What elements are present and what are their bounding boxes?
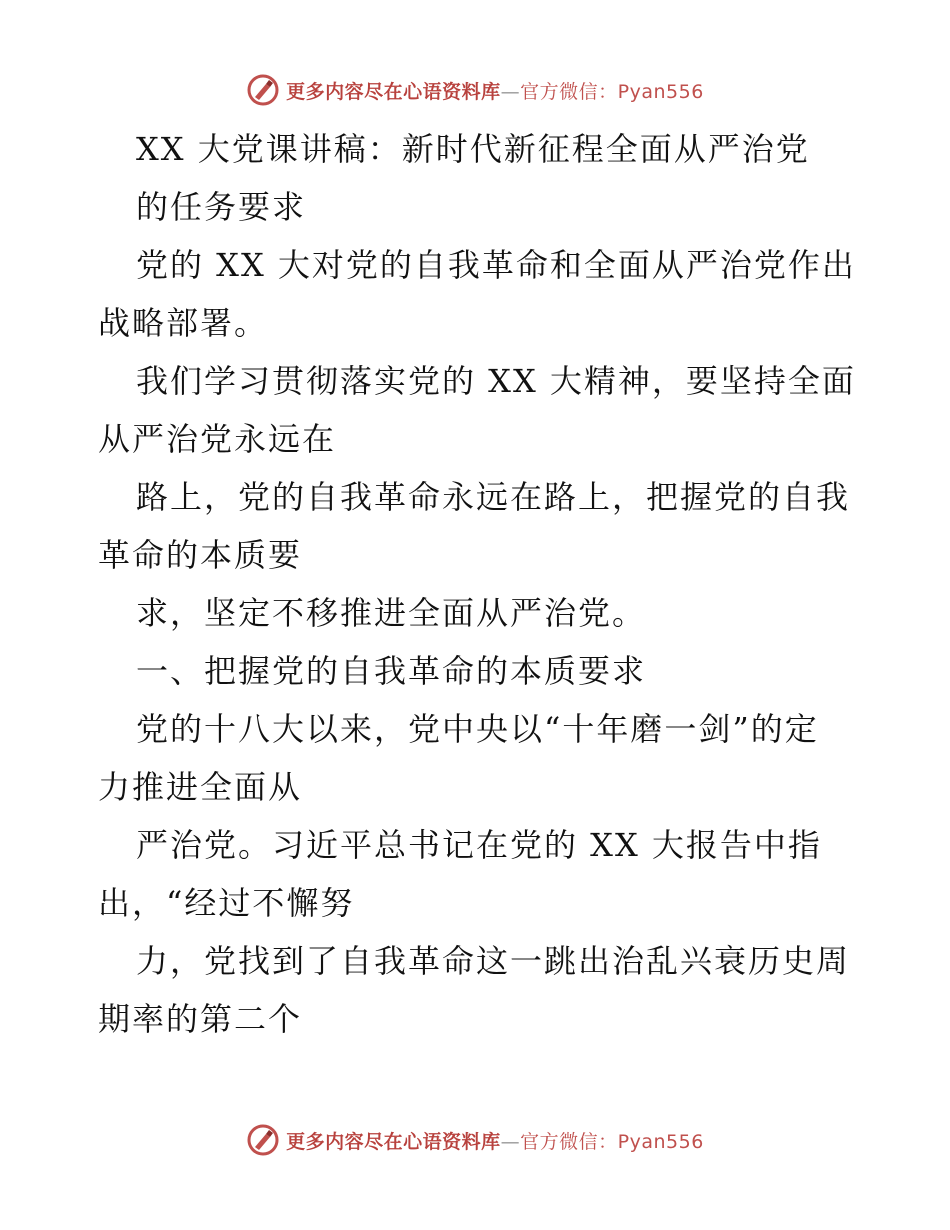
text-line: 革命的本质要 — [98, 536, 303, 574]
text-line: 党的 XX 大对党的自我革命和全面从严治党作出 — [136, 246, 856, 284]
watermark-separator: — — [500, 1130, 521, 1153]
watermark-main: 更多内容尽在心语资料库 — [286, 1130, 501, 1153]
pen-logo-icon — [246, 73, 280, 107]
watermark-contact: 官方微信：Pyan556 — [520, 1130, 704, 1153]
watermark-main: 更多内容尽在心语资料库 — [286, 80, 501, 103]
text-line: 力推进全面从 — [98, 768, 303, 806]
document-body — [98, 120, 858, 1048]
text-line: 党的十八大以来，党中央以“十年磨一剑”的定 — [136, 710, 819, 748]
watermark-text — [286, 1127, 704, 1154]
text-line: 力，党找到了自我革命这一跳出治乱兴衰历史周 — [136, 942, 851, 980]
watermark-contact: 官方微信：Pyan556 — [520, 80, 704, 103]
text-line: 期率的第二个 — [98, 1000, 303, 1038]
text-line: XX 大党课讲稿：新时代新征程全面从严治党 — [136, 130, 810, 168]
footer-watermark — [0, 1120, 950, 1160]
text-line: 的任务要求 — [136, 188, 307, 226]
watermark-text — [286, 77, 704, 104]
pen-logo-icon — [246, 1123, 280, 1157]
text-line: 战略部署。 — [98, 304, 269, 342]
text-line: 路上，党的自我革命永远在路上，把握党的自我 — [136, 478, 851, 516]
header-watermark — [0, 70, 950, 110]
text-line: 从严治党永远在 — [98, 420, 337, 458]
text-line: 严治党。习近平总书记在党的 XX 大报告中指 — [136, 826, 822, 864]
watermark-separator: — — [500, 80, 521, 103]
text-line: 一、把握党的自我革命的本质要求 — [136, 652, 647, 690]
text-line: 出，“经过不懈努 — [98, 884, 355, 922]
text-line: 求，坚定不移推进全面从严治党。 — [136, 594, 647, 632]
text-line: 我们学习贯彻落实党的 XX 大精神，要坚持全面 — [136, 362, 856, 400]
